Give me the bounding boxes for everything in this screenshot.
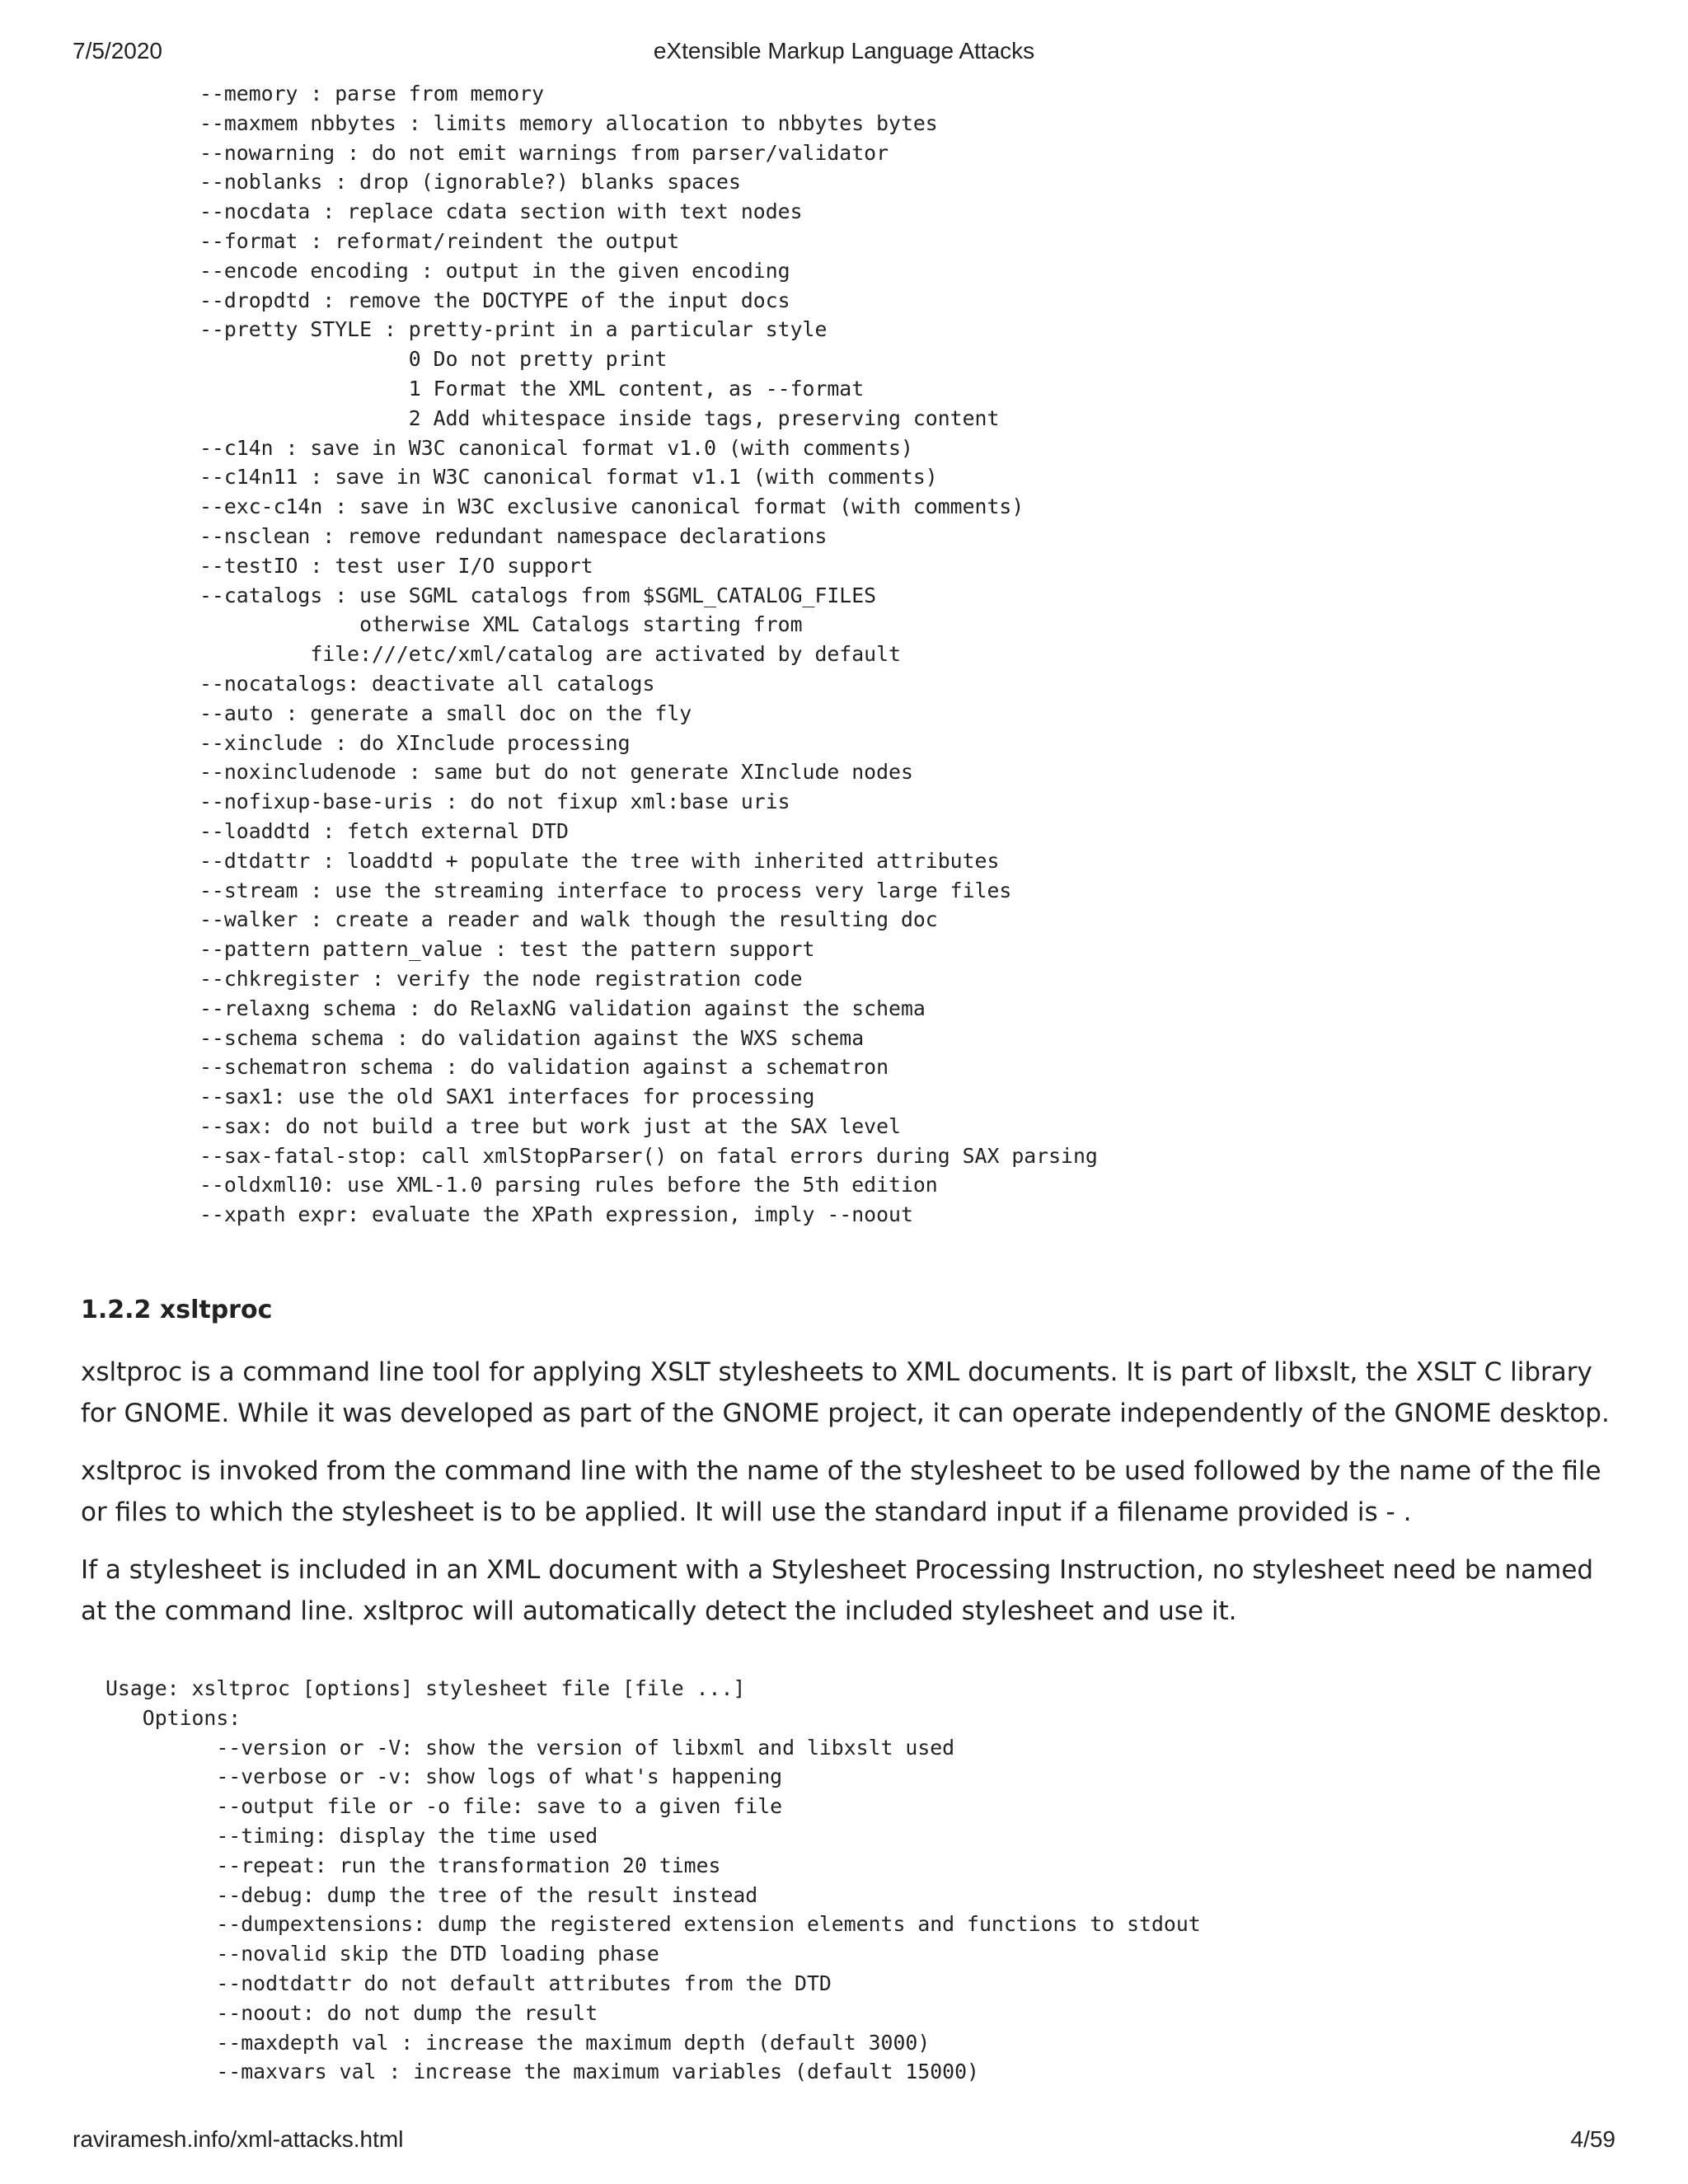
code-line: --output file or -o file: save to a given file: [106, 1794, 783, 1819]
code-line: --sax-fatal-stop: call xmlStopParser() on fatal errors during SAX parsing: [199, 1143, 1098, 1168]
code-line: 0 Do not pretty print: [199, 347, 668, 372]
header-date: 7/5/2020: [73, 38, 162, 63]
code-line: --maxvars val : increase the maximum variables (default 15000): [106, 2060, 979, 2084]
code-line: --timing: display the time used: [106, 1823, 598, 1848]
code-line: --exc-c14n : save in W3C exclusive canonical format (with comments): [199, 494, 1025, 519]
code-line: 1 Format the XML content, as --format: [199, 376, 865, 401]
code-line: --pretty STYLE : pretty-print in a particular style: [199, 317, 828, 342]
code-line: Options:: [106, 1705, 241, 1730]
paragraph: If a stylesheet is included in an XML document with a Stylesheet Processing Instruction, no stylesheet need be named at the command line. xsltproc will automatically detect the included stylesheet and use it.: [81, 1555, 1594, 1626]
code-line: --chkregister : verify the node registration code: [199, 966, 803, 991]
code-line: --repeat: run the transformation 20 times: [106, 1853, 721, 1877]
code-line: --c14n : save in W3C canonical format v1.0 (with comments): [199, 435, 913, 460]
code-line: --nsclean : remove redundant namespace declarations: [199, 523, 828, 548]
code-line: --schematron schema : do validation against a schematron: [199, 1055, 889, 1080]
paragraph: xsltproc is a command line tool for applying XSLT stylesheets to XML documents. It is part of libxslt, the XSLT C library for GNOME. While it was developed as part of the GNOME project, it can operate independently of the GNOME desktop.: [81, 1357, 1610, 1428]
code-line: --dropdtd : remove the DOCTYPE of the input docs: [199, 288, 790, 312]
code-line: --sax1: use the old SAX1 interfaces for processing: [199, 1085, 815, 1109]
header-title: eXtensible Markup Language Attacks: [653, 38, 1035, 63]
code-line: --loaddtd : fetch external DTD: [199, 818, 569, 843]
code-line: --auto : generate a small doc on the fly: [199, 701, 692, 725]
code-line: --pattern pattern_value : test the pattern support: [199, 937, 815, 962]
code-line: --novalid skip the DTD loading phase: [106, 1942, 659, 1966]
code-line: --format : reformat/reindent the output: [199, 228, 680, 253]
code-line: --verbose or -v: show logs of what's happening: [106, 1765, 783, 1789]
code-line: 2 Add whitespace inside tags, preserving content: [199, 405, 1000, 430]
code-line: --encode encoding : output in the given encoding: [199, 258, 790, 283]
code-line: --schema schema : do validation against the WXS schema: [199, 1025, 865, 1050]
code-line: --xinclude : do XInclude processing: [199, 730, 631, 755]
code-line: --relaxng schema : do RelaxNG validation against the schema: [199, 996, 926, 1020]
code-line: --noout: do not dump the result: [106, 2000, 598, 2025]
code-line: --catalogs : use SGML catalogs from $SGML_CATALOG_FILES: [199, 583, 877, 607]
code-line: --memory : parse from memory: [199, 82, 545, 105]
code-line: --stream : use the streaming interface to process very large files: [199, 878, 1012, 902]
code-line: --nocatalogs: deactivate all catalogs: [199, 671, 655, 696]
code-block-xsltproc-usage: [106, 1674, 1201, 2087]
footer-url: raviramesh.info/xml-attacks.html: [73, 2126, 404, 2152]
code-line: --dumpextensions: dump the registered extension elements and functions to stdout: [106, 1912, 1201, 1937]
code-line: --c14n11 : save in W3C canonical format v1.1 (with comments): [199, 465, 938, 490]
code-line: --xpath expr: evaluate the XPath expression, imply --noout: [199, 1202, 913, 1227]
code-line: --debug: dump the tree of the result instead: [106, 1882, 758, 1907]
footer-page-number: 4/59: [1570, 2126, 1615, 2152]
paragraph: xsltproc is invoked from the command line with the name of the stylesheet to be used followed by the name of the file or files to which the stylesheet is to be applied. It will use the standard input if a filename provided is - .: [81, 1456, 1601, 1527]
code-block-xmllint-options: [199, 79, 1098, 1230]
code-line: otherwise XML Catalogs starting from: [199, 612, 803, 637]
code-line: file:///etc/xml/catalog are activated by default: [199, 642, 901, 667]
code-line: Usage: xsltproc [options] stylesheet file [file ...]: [106, 1676, 746, 1700]
code-line: --sax: do not build a tree but work just at the SAX level: [199, 1113, 901, 1138]
code-line: --nowarning : do not emit warnings from parser/validator: [199, 140, 889, 165]
code-line: --noblanks : drop (ignorable?) blanks spaces: [199, 170, 741, 194]
code-line: --oldxml10: use XML-1.0 parsing rules before the 5th edition: [199, 1173, 938, 1197]
code-line: --nocdata : replace cdata section with text nodes: [199, 199, 803, 224]
code-line: --maxmem nbbytes : limits memory allocation to nbbytes bytes: [199, 110, 938, 135]
code-line: --maxdepth val : increase the maximum depth (default 3000): [106, 2030, 931, 2055]
code-line: --nodtdattr do not default attributes from the DTD: [106, 1971, 832, 1995]
code-line: --walker : create a reader and walk though the resulting doc: [199, 907, 938, 932]
code-line: --testIO : test user I/O support: [199, 553, 593, 578]
code-line: --noxincludenode : same but do not generate XInclude nodes: [199, 760, 913, 785]
section-heading: 1.2.2 xsltproc: [81, 1296, 273, 1324]
code-line: --version or -V: show the version of libxml and libxslt used: [106, 1735, 955, 1760]
code-line: --dtdattr : loaddtd + populate the tree with inherited attributes: [199, 848, 1000, 873]
code-line: --nofixup-base-uris : do not fixup xml:base uris: [199, 790, 790, 814]
